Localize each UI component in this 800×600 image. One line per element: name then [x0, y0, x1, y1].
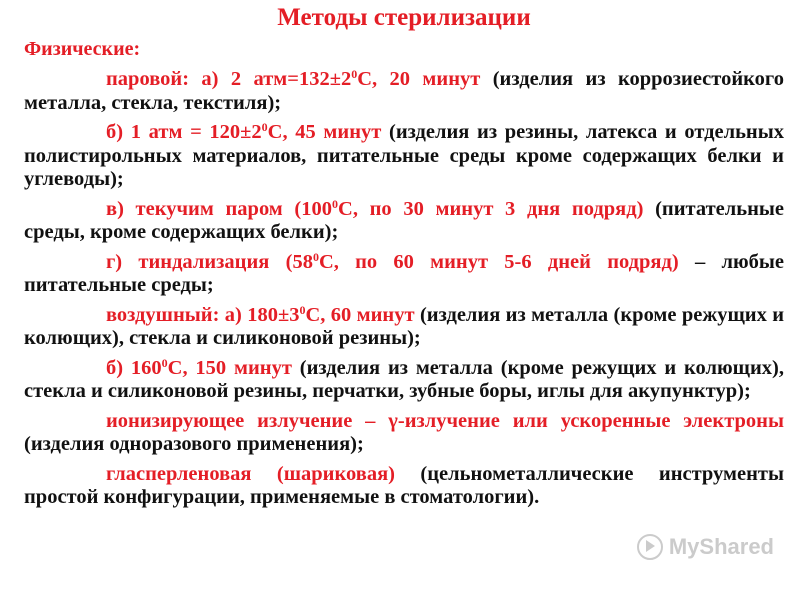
method-condition-cont: С, 150 минут — [167, 356, 292, 379]
paragraph-tyndallization — [24, 251, 784, 298]
degree-sup: 0 — [332, 196, 339, 211]
method-condition: б) 160 — [106, 356, 162, 379]
degree-sup: 0 — [261, 120, 268, 134]
method-condition: воздушный: а) 180±3 — [106, 303, 300, 326]
paragraph-steam-c — [24, 198, 784, 245]
method-condition-cont: С, 45 минут — [267, 121, 382, 143]
method-description: (изделия из коррозиестойкого металла, стекла, текстиля); — [24, 68, 784, 114]
method-condition: б) 1 атм = 120±2 — [106, 121, 262, 143]
method-description: – любые питательные среды; — [24, 250, 784, 296]
paragraph-air-a — [24, 304, 784, 351]
paragraph-ionizing — [24, 410, 784, 457]
method-description: (питательные среды, кроме содержащих белки); — [24, 197, 784, 243]
method-condition: гласперленовая (шариковая) — [106, 462, 395, 485]
play-logo-icon — [637, 534, 663, 560]
method-condition: в) текучим паром (100 — [106, 197, 333, 220]
method-condition-cont: С, по 60 минут 5-6 дней подряд) — [318, 250, 679, 273]
method-condition-cont: С, по 30 минут 3 дня подряд) — [338, 197, 644, 220]
method-description: (изделия одноразового применения); — [24, 433, 364, 455]
paragraph-air-b — [24, 357, 784, 404]
degree-sup: 0 — [161, 355, 168, 370]
watermark-text: MyShared — [668, 534, 774, 559]
degree-sup: 0 — [351, 67, 358, 81]
method-description: (изделия из металла (кроме режущих и колющих), стекла и силиконовой резины, перчатки, зубные боры, иглы для акупунктур); — [24, 356, 784, 402]
method-description: (изделия из металла (кроме режущих и колющих), стекла и силиконовой резины); — [24, 303, 785, 349]
paragraph-glass-bead — [24, 463, 784, 510]
paragraph-steam-b — [24, 121, 784, 192]
method-condition: ионизирующее излучение – γ-излучение или ускоренные электроны — [106, 409, 784, 432]
method-condition-cont: С, 20 минут — [357, 68, 481, 90]
watermark — [637, 534, 774, 560]
section-label: Физические: — [24, 38, 141, 60]
page-title: Методы стерилизации — [277, 4, 531, 31]
method-description: (цельнометаллические инструменты простой конфигурации, применяемые в стоматологии). — [24, 462, 784, 508]
document-page — [24, 2, 784, 510]
method-description: (изделия из резины, латекса и отдельных полистирольных материалов, питательные среды кроме содержащих белки и углеводы); — [24, 121, 784, 190]
degree-sup: 0 — [299, 302, 306, 317]
degree-sup: 0 — [312, 249, 319, 264]
method-condition-cont: С, 60 минут — [305, 303, 415, 326]
method-condition: г) тиндализация (58 — [106, 250, 313, 273]
method-condition: паровой: а) 2 атм=132±2 — [106, 68, 352, 90]
paragraph-steam-a — [24, 68, 784, 115]
